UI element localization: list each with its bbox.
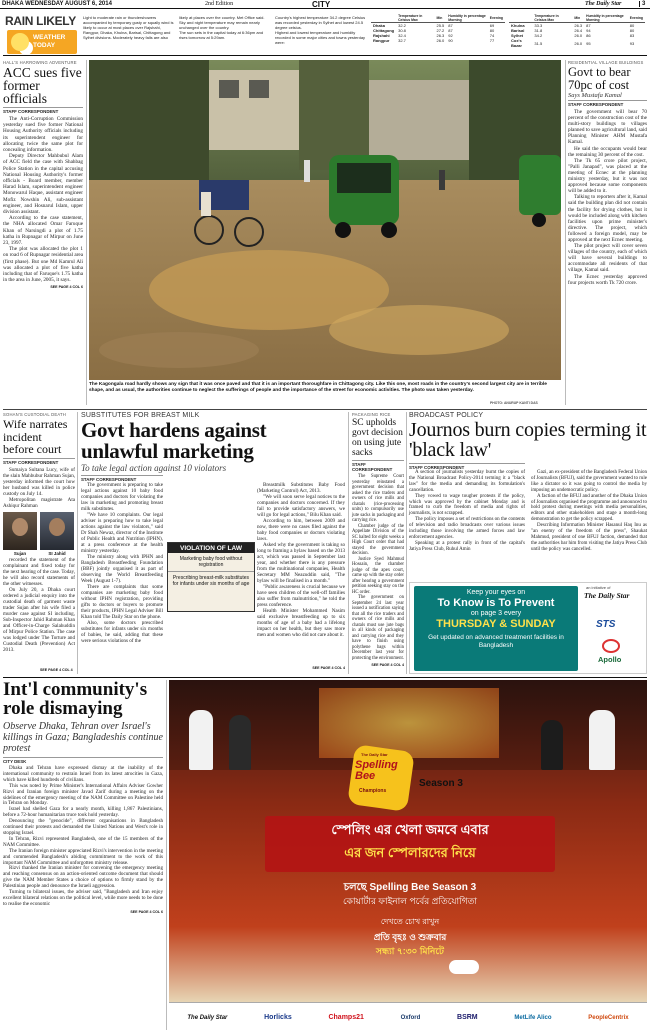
jute-headline: SC upholds govt decision on using jute sacks xyxy=(352,418,403,458)
milk-col-1 xyxy=(81,482,163,644)
weather-table-cell: 34.2 xyxy=(534,33,543,38)
govt-headline: Govt to bear 70pc of cost xyxy=(568,65,631,92)
sponsor-logo: MetLife Alico xyxy=(514,1014,552,1021)
sponsor-logo: BSRM xyxy=(457,1014,478,1021)
weather-table-header: Humidity in percentage Morning xyxy=(448,14,486,22)
intl-para: Rizvi thanked the Iranian minister for convening the emergency meeting and reaching consensus on an action-oriented outcome document that should give the NAM Member States a choice of options to firmly stand by the Palestinian people and denounce the Israeli aggression. xyxy=(3,865,163,890)
weather-table-cell: Chittagong xyxy=(373,28,395,33)
season-label: Season 3 xyxy=(419,778,463,789)
sponsor-logo: Oxford xyxy=(400,1014,421,1021)
milk-para: Also, some doctors prescribed substitutes for infants under six months of babies, he said, adding that these were serious violations of the xyxy=(81,620,163,644)
journos-para: Gazi, an ex-president of the Bangladesh Federal Union of Journalists (BFUJ), said the government wanted to rule like a dictator so it was going to control the media by imposing an undemocratic policy. xyxy=(531,470,647,493)
weather-table-cell: 95 xyxy=(586,40,591,46)
sponsor-logo: PeopleCentrix xyxy=(588,1014,629,1021)
intl-byline: CITY DESK xyxy=(3,757,163,764)
apollo-logo-mark xyxy=(602,639,620,653)
weather-table-cell: 26.4 xyxy=(574,28,583,33)
govt-para: The government will bear 70 percent of the construction cost of the multi-story buildings to villages planned to save agricultural land, said Planning Minister AHM Mustafa Kamal. xyxy=(568,109,647,146)
journos-para: A section of journalists yesterday burnt the copies of the National Broadcast Policy-2014 terming it a "black law" for the media and demanding its formulation's cancellation. xyxy=(409,470,525,493)
ad-line-3: চলছে Spelling Bee Season 3 xyxy=(343,882,477,893)
govt-para: He said the occupants would bear the remaining 30 percent of the cost. xyxy=(568,145,647,158)
bn-line-1: স্পেলিং এর খেলা জমবে এবার xyxy=(331,822,489,837)
govt-para: The Ecnec yesterday approved four projects worth Tk 720 crore. xyxy=(568,273,647,286)
sujan-photo xyxy=(3,512,37,550)
weather-table-cell: 30.8 xyxy=(398,28,406,33)
weather-table-header xyxy=(509,14,532,23)
weather-table-header: Min xyxy=(572,14,584,23)
weather-table-cell: 26.0 xyxy=(436,38,445,43)
journos-para: Describing Information Minister Hasanul Haq Inu as "an enemy of the freedom of the press", Shaukat Mahmud, president of one BFUJ faction, demanded that the authorities bar him from visiting the Jatiya Press Club until the policy was cancelled. xyxy=(531,523,647,552)
street-photo-illustration xyxy=(89,60,561,380)
intl-subtitle: Observe Dhaka, Tehran over Israel's killings in Gaza; Bangladeshis continue protest xyxy=(3,721,163,754)
spelling-bee-ad xyxy=(169,680,647,1032)
weather-table-cell: 74 xyxy=(489,33,495,38)
intl-para: In Tehran, Rizvi represented Bangladesh, one of the 15 members of the NAM Committee. xyxy=(3,835,163,848)
milk-para: "We will soon serve legal notices to the companies and doctors concerned. If they fail to provide satisfactory answers, we will go for legal actions," Bilu Khan said. xyxy=(257,494,345,518)
weather-table-cell: 26.3 xyxy=(574,23,583,28)
section-divider xyxy=(3,677,647,678)
weather-table-cell: 27.2 xyxy=(436,28,445,33)
milk-para: The ministry along with IPHN and Bangladesh Breastfeeding Foundation (BBF) jointly organised it as part of observing the World Breastfeeding Week (August 1-7). xyxy=(81,554,163,584)
acc-body xyxy=(3,116,83,283)
wife-para: Sumaiya Sultana Lucy, wife of the slain Mahbubur Rahman Sujan, yesterday informed the court how her husband was killed in police custody on July 14. xyxy=(3,466,76,497)
bn-line-2: এর জন স্পেলারদের নিয়ে xyxy=(344,845,476,860)
milk-byline: STAFF CORRESPONDENT xyxy=(81,475,163,482)
weather-table-row xyxy=(371,38,505,43)
weather-table-header: Humidity in percentage Morning xyxy=(584,14,628,23)
ad-line-7: সন্ধ্যা ৭:৩০ মিনিটে xyxy=(376,946,444,956)
weather-table-header: Temperature in Celsius Max xyxy=(396,14,434,23)
wife-body-c xyxy=(3,557,75,653)
weather-table-cell: Sylhet xyxy=(511,33,524,38)
wife-para: recorded the statement of the complainant and fixed today for the next hearing of the case. Today, he will also record statements of the other witnesses. xyxy=(3,556,75,587)
acc-para: Deputy Director Mahbubul Alam of ACC field the case with Shahbag Police Station in the capital accusing National Housing Authority's former officials - Board member, member Harad Islam, superintendent engineer Monowarul Haque, assistant engineer Mofiz Nowshin Ali, sub-assistant engineer, and Hosnarul Islam, upper division assistant. xyxy=(3,153,83,216)
milk-para: The government is preparing to take legal actions against 10 baby food companies and doctors for violating the law in marketing and promoting breast milk substitutes. xyxy=(81,482,163,512)
govt-byline: STAFF CORRESPONDENT xyxy=(568,100,647,107)
weather-table-cell: 32.2 xyxy=(398,23,406,28)
weather-table-cell: 77 xyxy=(489,38,495,43)
jute-para: Justice Syed Mahmud Hossain, the chamber judge of the apex court, came up with the stay order after hearing a government petition seeking stay on the HC order. xyxy=(352,556,404,595)
acc-para: The plot was allocated the plot 1 on road 6 of Rupnagar residential area (first phase). But one Md Kamrul Ali was allocated a plot of five katha including that of Faruque's 1.75 katha in the area in June, 2005, it says. xyxy=(3,246,83,284)
weather-text-2: likely at places over the country. Met Office said. Sky and night temperature may remain nearly unchanged over the country. The sun sets in the capital today at 6:36pm and rises tomorrow at 5:29am. xyxy=(179,15,265,40)
milk-kicker: SUBSTITUTES FOR BREAST MILK xyxy=(81,412,200,419)
jute-kicker: PACKAGING RICE xyxy=(352,412,391,417)
violation-box xyxy=(167,542,255,612)
acc-para: The Anti-Corruption Commission yesterday sued five former National Housing Authority officials including its superintendent engineer for allocating twice the same plot for concealing information. xyxy=(3,116,83,154)
wife-photos xyxy=(3,512,75,550)
wife-body-a xyxy=(3,467,75,509)
weather-table-cell: Rajshahi xyxy=(373,33,390,38)
weather-table-cell: 87 xyxy=(448,23,453,28)
violation-box-title: VIOLATION OF LAW xyxy=(168,543,254,553)
intl-para: Dhaka and Tehran have expressed dismay at the inability of the international community to restrain Israel from its latest atrocities in Gaza, which have killed hundreds of civilians. xyxy=(3,765,163,783)
column-divider xyxy=(348,412,349,674)
weather-table-cell: Dhaka xyxy=(373,23,386,28)
health-ad-paper-logo: The Daily Star xyxy=(584,591,630,600)
column-divider xyxy=(406,412,407,674)
jute-para: The government on September 24 last year issued a notification saying that all the rice traders and owners of rice mills and chatals must use jute bags in all kinds of packaging and carrying rice and they have to finish using polythene bags within December last year for protecting the environment. xyxy=(352,595,404,661)
column-divider xyxy=(86,60,87,405)
dateline: DHAKA WEDNESDAY AUGUST 6, 2014 xyxy=(2,1,112,7)
weather-strip xyxy=(3,12,647,56)
sponsor-strip xyxy=(169,1002,647,1032)
weather-table-cell: 80 xyxy=(629,23,635,28)
journos-byline: STAFF CORRESPONDENT xyxy=(409,463,525,470)
wife-headline: Wife narrates incident before court xyxy=(3,417,68,456)
milk-continued: SEE PAGE 4 COL 4 xyxy=(312,666,345,670)
journos-headline: Journos burn copies terming it 'black law' xyxy=(409,419,647,461)
column-divider xyxy=(565,60,566,405)
weather-table-cell: 26.0 xyxy=(574,40,583,46)
milk-para: Asked why the government is taking so long to framing a bylaw based on the 2013 act, which was passed in September last year, and whether there is any pressure from the multinational companies, Health Secretary MM Neazuddin said, "The bylaw will be finalised in a month." xyxy=(257,542,345,584)
weather-table-cell: 32.7 xyxy=(398,38,406,43)
contestant-right-2 xyxy=(541,720,563,770)
logo-paper: The Daily Star xyxy=(361,752,388,757)
jute-para: Chamber judge of the Appellate Division of the SC halted for eight weeks a High Court order that had stayed the government decision. xyxy=(352,523,404,556)
journos-para: Speaking at a protest rally in front of the capital's Jatiya Press Club, Ruhul Amin xyxy=(409,540,525,552)
masthead-logo: The Daily Star xyxy=(585,1,622,7)
weather-table-row xyxy=(509,38,645,48)
intl-para: The Iranian foreign minister appreciated Rizvi's intervention in the meeting and commended Bangladesh's abiding commitment to the work of this important NAM Committee and unforgotten ministry release. xyxy=(3,847,163,866)
weather-text-3: Country's highest temperature 34.2 degree Celsius was recorded yesterday in Sylhet and lowest 24.5 degree celsius. Highest and lowest temperature and humidity recorded in some major cities and towns yesterday were: xyxy=(275,15,366,45)
health-ad-initiative: an initiative of xyxy=(586,585,611,590)
ad-line-6: প্রতি বৃহঃ ও শুক্রবার xyxy=(373,932,447,942)
weather-badge-line1: WEATHER xyxy=(33,34,66,41)
acc-kicker: HALL'S HARROWING ADVENTURE xyxy=(3,60,77,65)
contestant-left-2 xyxy=(229,715,251,770)
jute-body xyxy=(352,474,404,661)
weather-table-a xyxy=(371,14,505,43)
health-ad-line3: on page 3 every xyxy=(470,610,522,617)
weather-table-header: Temperature in Celsius Max xyxy=(532,14,572,23)
intl-para: Turning to bilateral issues, the adviser said, "Bangladesh and Iran enjoy excellent bilateral relations on the political level, while more needs to be done to realise the economic xyxy=(3,889,163,907)
sun-cloud-icon xyxy=(11,33,29,51)
weather-table-cell: 90 xyxy=(448,38,453,43)
milk-subtitle: To take legal action against 10 violators xyxy=(81,463,227,473)
bengali-banner xyxy=(265,816,555,872)
apollo-logo: Apollo xyxy=(598,655,622,664)
violation-box-item: Prescribing breast-milk substitutes for infants under six months of age xyxy=(172,575,250,587)
weather-table-cell: 26.3 xyxy=(436,33,445,38)
weather-badge xyxy=(7,30,77,54)
milk-headline: Govt hardens against unlawful marketing xyxy=(81,418,267,463)
photo-credit: PHOTO: ANURUP KANTI DAS xyxy=(490,401,538,405)
jute-continued: SEE PAGE 4 COL 4 xyxy=(371,663,404,667)
page-number: 3 xyxy=(639,1,645,7)
weather-text-1: Light to moderate rain or thundershowers accompanied by temporary gusty or squally wind is likely to occur at most places over Rajshahi, Rangpur, Dhaka, Khulna, Barisal, Chittagong and Sylhet divisions. Moderately heavy falls are also xyxy=(83,15,174,40)
weather-table-cell: Barisal xyxy=(511,28,525,33)
govt-subtitle: Says Mustafa Kamal xyxy=(568,92,622,99)
acc-headline: ACC sues five former officials xyxy=(3,65,82,106)
weather-table-cell: 87 xyxy=(448,28,453,33)
acc-article xyxy=(3,60,83,408)
health-ad-line2: To Know is To Prevent xyxy=(437,597,555,609)
wife-article xyxy=(3,412,75,674)
sponsor-logo: The Daily Star xyxy=(187,1014,228,1021)
jute-article xyxy=(352,412,404,674)
sujan-photo-label: Sujan xyxy=(13,550,27,556)
weather-table-cell: Cox's Bazar xyxy=(511,38,522,48)
journos-kicker: BROADCAST POLICY xyxy=(409,412,484,419)
wife-byline: STAFF CORRESPONDENT xyxy=(3,458,75,465)
weather-table-cell: 32.4 xyxy=(398,33,406,38)
edition-label: 2nd Edition xyxy=(205,1,234,7)
milk-article xyxy=(81,412,345,674)
intl-para: Israel had shelled Gaza for a nearly month, killing 1,867 Palestinians, before a 72-hour humanitarian truce took hold yesterday. xyxy=(3,806,163,819)
ad-line-5: দেখতে চোখ রাখুন xyxy=(380,917,440,926)
jute-para: The Supreme Court yesterday reinstated a government decision that asked the rice traders and owners of rice mills and chatals (rice-processing units) to compulsorily use jute sacks in packaging and carrying rice. xyxy=(352,474,404,523)
ad-line-4: কোয়ার্টার ফাইনাল পর্বের প্রতিযোগিতা xyxy=(343,896,477,906)
photo-names xyxy=(3,551,75,556)
govt-kicker: RESIDENTIAL VILLAGE BUILDINGS xyxy=(568,60,644,65)
weather-headline: RAIN LIKELY xyxy=(5,14,76,28)
weather-table-header: Evening xyxy=(488,14,505,23)
spelling-bee-logo xyxy=(351,748,471,808)
sts-logo: STS xyxy=(596,619,616,630)
milk-para: "Public awareness is crucial because we have seen children of the well-off families also suffer from malnutrition," he told the press conference. xyxy=(257,584,345,608)
wife-para: On July 20, a Dhaka court ordered a judicial enquiry into the custodial death of garment waste trader Sujan after his wife filed a murder case against SI including, Sub-Inspector Jahid Rahman Khan and Officer-in-Charge Salahuddin of Mirpur Police Station. The case was lodged under The Torture and Custodial Death (Prevention) Act 2013. xyxy=(3,586,75,653)
section-name: CITY xyxy=(312,0,331,9)
weather-table-cell: 80 xyxy=(629,28,635,33)
intl-headline: Int'l community's role dismaying xyxy=(3,680,148,719)
journos-para: They vowed to wage tougher protests if the policy, which was approved by the cabinet Monday and is framed to curb the freedom of media and rights of journalists, is not scrapped. xyxy=(409,493,525,517)
journos-col-1 xyxy=(409,470,525,553)
weather-table-b xyxy=(509,14,645,48)
page-header xyxy=(0,0,650,9)
weather-table-cell: 92 xyxy=(448,33,453,38)
weather-table-cell: Rangpur xyxy=(373,38,390,43)
intl-body xyxy=(3,766,163,908)
main-photo xyxy=(89,60,561,380)
column-divider xyxy=(166,680,167,1030)
weather-table-cell: 87 xyxy=(586,23,591,28)
weather-table-cell: 25.5 xyxy=(436,23,445,28)
intl-continued: SEE PAGE 4 COL 6 xyxy=(130,909,163,914)
weather-table-cell: 33.3 xyxy=(534,23,543,28)
govt-body xyxy=(568,109,647,286)
journos-para: The policy imposes a set of restrictions on the contents of television and radio broadcasts over various issues including those involving the armed forces and law enforcement agencies. xyxy=(409,517,525,540)
sponsor-logo: Horlicks xyxy=(264,1014,292,1021)
weather-table-cell: 94 xyxy=(586,28,591,33)
section-divider xyxy=(3,409,647,410)
wife-para: Metropolitan magistrate Ata Ashiqur Rahman xyxy=(3,496,75,509)
govt-para: The Tk 65 crore pilot project, "Palli Janapad", was placed at the meeting of Ecnec at the planning ministry yesterday, but it was not approved because some components will be added to it. xyxy=(568,157,647,195)
acc-continued: SEE PAGE 4 COL 6 xyxy=(50,285,83,290)
health-ad-line4: THURSDAY & SUNDAY xyxy=(436,618,556,630)
acc-para: According to the case statement, the NHA allocated Omar Faruque Khan of Narsingdi a plot of 1.75 katha in Rupnagar of Mirpur on June 23, 1997. xyxy=(3,215,83,247)
milk-para: There are complaints that some companies are marketing baby food without IPHN registration, providing gifts to doctors or buyers to promote their products, IPHN Legal Adviser Bill Khan told The Daily Star on the phone. xyxy=(81,584,163,620)
sponsor-logo: Champs21 xyxy=(328,1014,364,1021)
milk-col-2b xyxy=(257,482,345,638)
photo-caption: The Kagongala road hardly shows any sign that it was once paved and that it is an important thoroughfare in Chittagong city. Like this one, most roads in the country's second largest city are in terrible shape, and as usual, the authorities continue to neglect the sufferings of people and the importance of the street for economic activities. The photo was taken yesterday. xyxy=(89,382,547,393)
weather-table-cell: 93 xyxy=(629,40,635,46)
journos-col-2 xyxy=(531,470,647,553)
journos-article xyxy=(409,412,647,578)
weather-table-cell: 86 xyxy=(586,33,591,38)
govt-para: The pilot project will cover seven villages of the country, each of which will have several buildings to accommodate all residents of that village, Kamal said. xyxy=(568,243,647,274)
weather-table-cell: 31.5 xyxy=(534,40,543,46)
health-ad-line5: Get updated on advanced treatment facilities in Bangladesh xyxy=(428,634,564,649)
column-divider xyxy=(77,412,78,674)
govt-article xyxy=(568,60,647,408)
violation-box-item: Marketing baby food without registration xyxy=(168,553,254,572)
milk-para: According to him, between 2009 and now, there were no cases filed against the baby food companies or doctors violating laws. xyxy=(257,518,345,542)
wife-kicker: SOHAN'S CUSTODIAL DEATH xyxy=(3,412,67,417)
logo-sub: Champions xyxy=(359,788,387,794)
health-ad-banner xyxy=(414,586,578,671)
acc-byline: STAFF CORRESPONDENT xyxy=(3,107,83,114)
wife-continued: SEE PAGE 4 COL 4 xyxy=(40,668,73,672)
health-ad-line1: Keep your eyes on xyxy=(466,589,526,596)
weather-table-cell: 80 xyxy=(489,28,495,33)
weather-table-header: Min xyxy=(435,14,447,23)
weather-badge-line2: TODAY xyxy=(33,42,56,49)
weather-table-cell: Khulna xyxy=(511,23,525,28)
health-ad xyxy=(409,582,647,674)
si-jahid-photo-label: SI Jahid xyxy=(48,550,66,556)
intl-para: This was noted by Prime Minister's International Affairs Adviser Gowher Rizvi and Iranian foreign minister Javad Zarif during a meeting on the sidelines of the emergency meeting of the NAM Committee on Palestine held in Tehran on Monday. xyxy=(3,782,163,807)
weather-table-cell: 83 xyxy=(629,33,635,38)
channel-logo xyxy=(449,960,479,974)
weather-table-cell: 31.8 xyxy=(534,28,543,33)
weather-table-cell: 69 xyxy=(489,23,495,28)
weather-table-cell: 26.0 xyxy=(574,33,583,38)
intl-article xyxy=(3,680,163,1032)
contestant-left xyxy=(189,710,213,770)
govt-para: Talking to reporters after it, Kamal said the building plan did not contain the facility for drying clothes, but it would be included along with kitchen facilities upon prime minister's directive. The project, which followed a foreign model, may be approved at the next Ecnec meeting. xyxy=(568,194,647,243)
milk-para: "We have 10 complaints. Our legal adviser is preparing how to take legal actions against the law violators," said Dr Shah Newaz, director of the Institute of Public Health and Nutrition (IPHN), at a press conference at the health ministry yesterday. xyxy=(81,512,163,554)
si-jahid-photo xyxy=(40,512,74,550)
milk-para: Breastmilk Substitutes Baby Food (Marketing Control) Act, 2013. xyxy=(257,482,345,494)
weather-table-header xyxy=(371,14,396,23)
weather-table-header: Evening xyxy=(628,14,645,23)
jute-byline: STAFF CORRESPONDENT xyxy=(352,460,404,472)
milk-para: Health Minister Mohammed Nasim said exclusive breastfeeding up to six months of age of a baby had a lifelong impact on her health, but they saw more men and women who did not care about it. xyxy=(257,608,345,638)
contestant-right xyxy=(589,710,615,770)
intl-para: Denouncing the "genocide", different organisations in Bangladesh continued their protests and demanded the United Nations and West's role in stopping Israel. xyxy=(3,818,163,836)
logo-main: Spelling Bee xyxy=(355,759,398,782)
journos-para: A faction of the BFUJ and another of the Dhaka Union of Journalists organised the programme and announced to hold protest during meetings with media personalities, editors and other stakeholders and stage a month-long demonstration to get the policy scrapped. xyxy=(531,493,647,523)
